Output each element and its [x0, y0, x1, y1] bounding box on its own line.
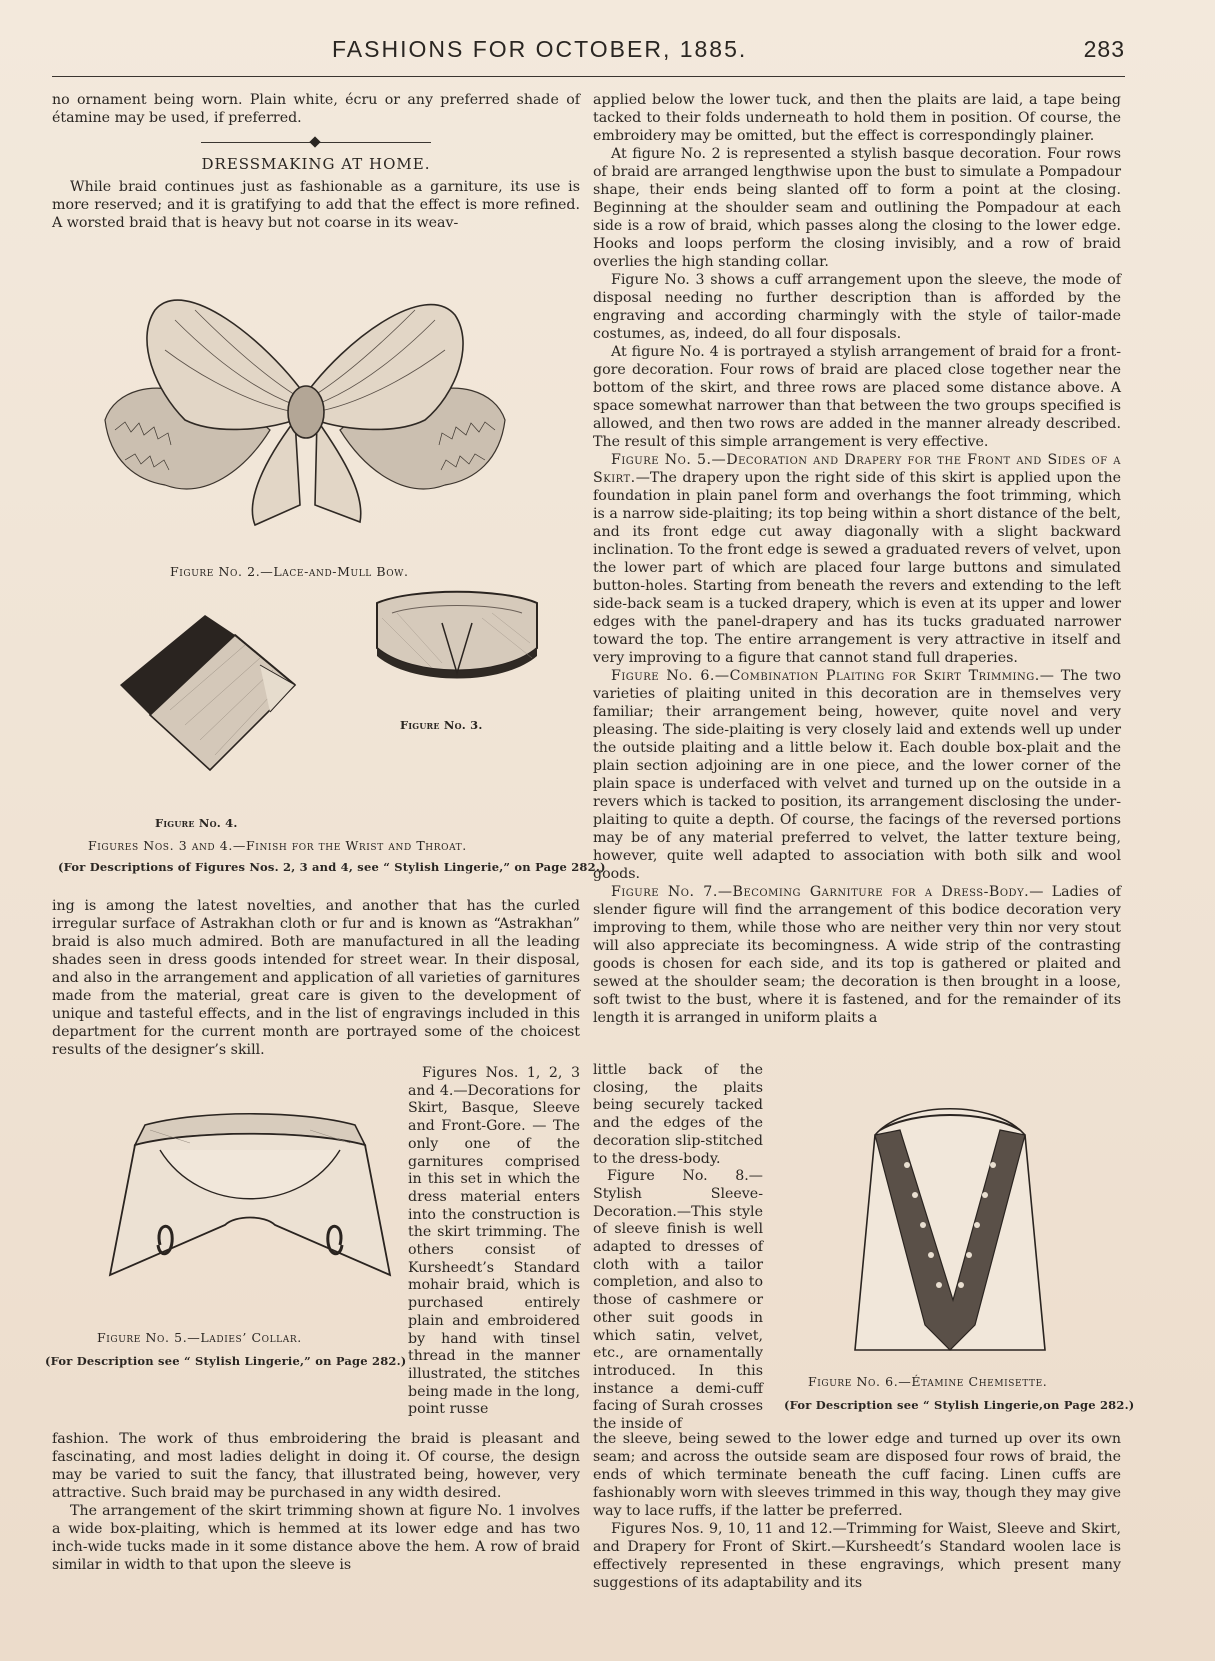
left-bottom-paragraph-2: The arrangement of the skirt trimming shown at figure No. 1 involves a wide box-plaiting, which is hemmed at its lower edge and has two inch-wide tucks made in it some distance above the hem. A row of braid similar in width to that upon the sleeve is	[52, 1503, 580, 1573]
right-bottom-paragraph-1: the sleeve, being sewed to the lower edge and turned up over its own seam; and across the outside seam are disposed four rows of braid, the ends of which terminate beneath the cuff facing. Linen cuffs are fashionably worn with sleeves trimmed in this way, though they may give way to lace ruffs, if the latter be preferred.	[593, 1431, 1121, 1519]
right-narrow-paragraph: little back of the closing, the plaits being securely tacked and the edges of the decoration slip-stitched to the dress-body.	[593, 1062, 763, 1167]
header-rule	[52, 76, 1125, 77]
right-bottom-paragraph-2: Figures Nos. 9, 10, 11 and 12.—Trimming for Waist, Sleeve and Skirt, and Drapery for Front of Skirt.—Kursheedt’s Standard woolen lace is effectively represented in these engravings, which present many suggestions of its adaptability and its	[593, 1521, 1121, 1591]
figure-6-chemisette-illustration	[835, 1095, 1065, 1365]
figures-2-3-4-note: (For Descriptions of Figures Nos. 2, 3 and 4, see “ Stylish Lingerie,” on Page 282.)	[58, 860, 606, 874]
right-paragraph-6	[593, 667, 1121, 883]
left-column-top	[52, 91, 580, 232]
figure-8-paragraph: Figure No. 8.—Stylish Sleeve-Decoration.—This style of sleeve finish is well adapted to dresses of cloth with a tailor completion, and also to those of cashmere or other suit goods in which satin, velvet, etc., are ornamentally introduced. In this instance a demi-cuff facing of Surah crosses the inside of	[593, 1168, 763, 1433]
figure-3-caption: Figure No. 3.	[400, 718, 483, 732]
figure-6-caption: Figure No. 6.—Étamine Chemisette.	[808, 1374, 1048, 1389]
figure-2-caption: Figure No. 2.—Lace-and-Mull Bow.	[170, 564, 409, 579]
figure-5-caption: Figure No. 5.—Ladies’ Collar.	[97, 1330, 302, 1345]
left-bottom	[52, 1430, 580, 1574]
section-ornament	[201, 137, 431, 147]
figure-6-note: (For Description see “ Stylish Lingerie,on Page 282.)	[784, 1398, 1135, 1412]
figure-5-collar-illustration	[100, 1105, 400, 1305]
figure-5-body: —The drapery upon the right side of this skirt is applied upon the foundation in plain panel form and overhangs the foot trimming, which is a narrow side-plaiting; its top being within a short distance of the belt, and its front edge cut away diagonally with a slight backward inclination. To the front edge is sewed a graduated revers of velvet, upon the lower part of which are placed four large buttons and simulated button-holes. Starting from beneath the revers and extending to the left side-back seam is a tucked drapery, which is even at its upper and lower edges with the panel-drapery and has its tucks graduated narrower toward the top. The entire arrangement is very attractive in itself and very improving to a figure that cannot stand full draperies.	[593, 470, 1122, 666]
running-title: FASHIONS FOR OCTOBER, 1885.	[332, 36, 748, 62]
figure-5-note: (For Description see “ Stylish Lingerie,” on Page 282.)	[45, 1354, 407, 1368]
right-column-top	[593, 91, 1121, 1027]
decorations-paragraph: Figures Nos. 1, 2, 3 and 4.—Decorations for Skirt, Basque, Sleeve and Front-Gore. — The only one of the garnitures comprised in this set in which the dress material enters into the construction is the skirt trimming. The others consist of Kursheedt’s Standard mohair braid, which is purchased entirely plain and embroidered by hand with tinsel thread in the manner illustrated, the stitches being made in the long, point russe	[408, 1065, 580, 1418]
page-header	[52, 36, 1125, 72]
right-paragraph-3: Figure No. 3 shows a cuff arrangement upon the sleeve, the mode of disposal needing no further description than is afforded by the engraving and according charmingly with the style of tailor-made costumes, as, indeed, do all four disposals.	[593, 272, 1121, 342]
left-bottom-paragraph-1: fashion. The work of thus embroidering the braid is pleasant and fascinating, and most ladies delight in doing it. Of course, the design may be varied to suit the fancy, that illustrated being, however, very attractive. Such braid may be purchased in any width desired.	[52, 1431, 580, 1501]
page-number: 283	[1083, 36, 1125, 62]
left-intro-paragraph: While braid continues just as fashionable as a garniture, its use is more reserved; and it is gratifying to add that the effect is more refined. A worsted braid that is heavy but not coarse in its weav-	[52, 179, 580, 231]
figure-4-caption: Figure No. 4.	[155, 816, 238, 830]
figure-7-heading: Figure No. 7.—Becoming Garniture for a Dress-Body.	[611, 884, 1030, 900]
right-narrow-column	[593, 1062, 763, 1434]
left-narrow-column	[408, 1065, 580, 1419]
section-heading: DRESSMAKING AT HOME.	[201, 155, 431, 173]
left-continuation	[52, 897, 580, 1059]
right-paragraph-1: applied below the lower tuck, and then the plaits are laid, a tape being tacked to their folds underneath to hold them in position. Of course, the embroidery may be omitted, but the effect is correspondingly plainer.	[593, 92, 1121, 144]
figure-7-body: — Ladies of slender figure will find the arrangement of this bodice decoration very improving to them, while those who are neither very thin nor very stout will also appreciate its becomingness. A wide strip of the contrasting goods is chosen for each side, and its top is gathered or plaited and sewed at the shoulder seam; the decoration is then brought in a loose, soft twist to the bust, where it is fastened, and for the remainder of its length it is arranged in uniform plaits a	[593, 884, 1121, 1026]
right-paragraph-4: At figure No. 4 is portrayed a stylish arrangement of braid for a front-gore decoration. Four rows of braid are placed close together near the bottom of the skirt, and three rows are placed some distance above. A space somewhat narrower than that between the two groups specified is allowed, and then two rows are added in the manner already described. The result of this simple arrangement is very effective.	[593, 344, 1121, 450]
figure-6-body: — The two varieties of plaiting united in this decoration are in themselves very familiar; their arrangement being, however, quite novel and very pleasing. The side-plaiting is very closely laid and extends well up under the outside plaiting and a little below it. Each double box-plait and the plain section adjoining are in one piece, and the lower corner of the plain space is underfaced with velvet and turned up on the outside in a revers which is tacked to position, its arrangement disclosing the under-plaiting to quite a depth. Of course, the facings of the reversed portions may be of any material preferred to velvet, the latter texture being, however, quite well adapted to association with both silk and wool goods.	[593, 668, 1122, 882]
left-top-paragraph: no ornament being worn. Plain white, écru or any preferred shade of étamine may be used, if preferred.	[52, 92, 580, 126]
right-paragraph-7	[593, 883, 1121, 1027]
figure-6-heading: Figure No. 6.—Combination Plaiting for Skirt Trimming.	[611, 668, 1040, 684]
figure-4-cuff-illustration	[110, 600, 320, 790]
figure-5-heading: Figure No. 5.—Decoration and Drapery for the Front and Sides of a Skirt.	[593, 452, 1121, 486]
figure-3-collar-illustration	[372, 588, 542, 688]
right-paragraph-2: At figure No. 2 is represented a stylish basque decoration. Four rows of braid are arranged lengthwise upon the bust to simulate a Pompadour shape, their ends being slanted off to form a point at the closing. Beginning at the shoulder seam and outlining the Pompadour at each side is a row of braid, which passes along the closing to the lower edge. Hooks and loops perform the closing invisibly, and a row of braid overlies the high standing collar.	[593, 146, 1121, 270]
right-paragraph-5	[593, 451, 1121, 667]
right-bottom	[593, 1430, 1121, 1592]
figure-2-bow-illustration	[95, 270, 515, 540]
figures-3-4-caption: Figures Nos. 3 and 4.—Finish for the Wrist and Throat.	[88, 838, 467, 853]
left-continuation-paragraph: ing is among the latest novelties, and another that has the curled irregular surface of Astrakhan cloth or fur and is known as “Astrakhan” braid is also much admired. Both are manufactured in all the leading shades seen in dress goods intended for street wear. In their disposal, and also in the arrangement and application of all varieties of garnitures made from the material, great care is given to the development of unique and tasteful effects, and in the list of engravings included in this department for the current month are portrayed some of the choicest results of the designer’s skill.	[52, 898, 580, 1058]
